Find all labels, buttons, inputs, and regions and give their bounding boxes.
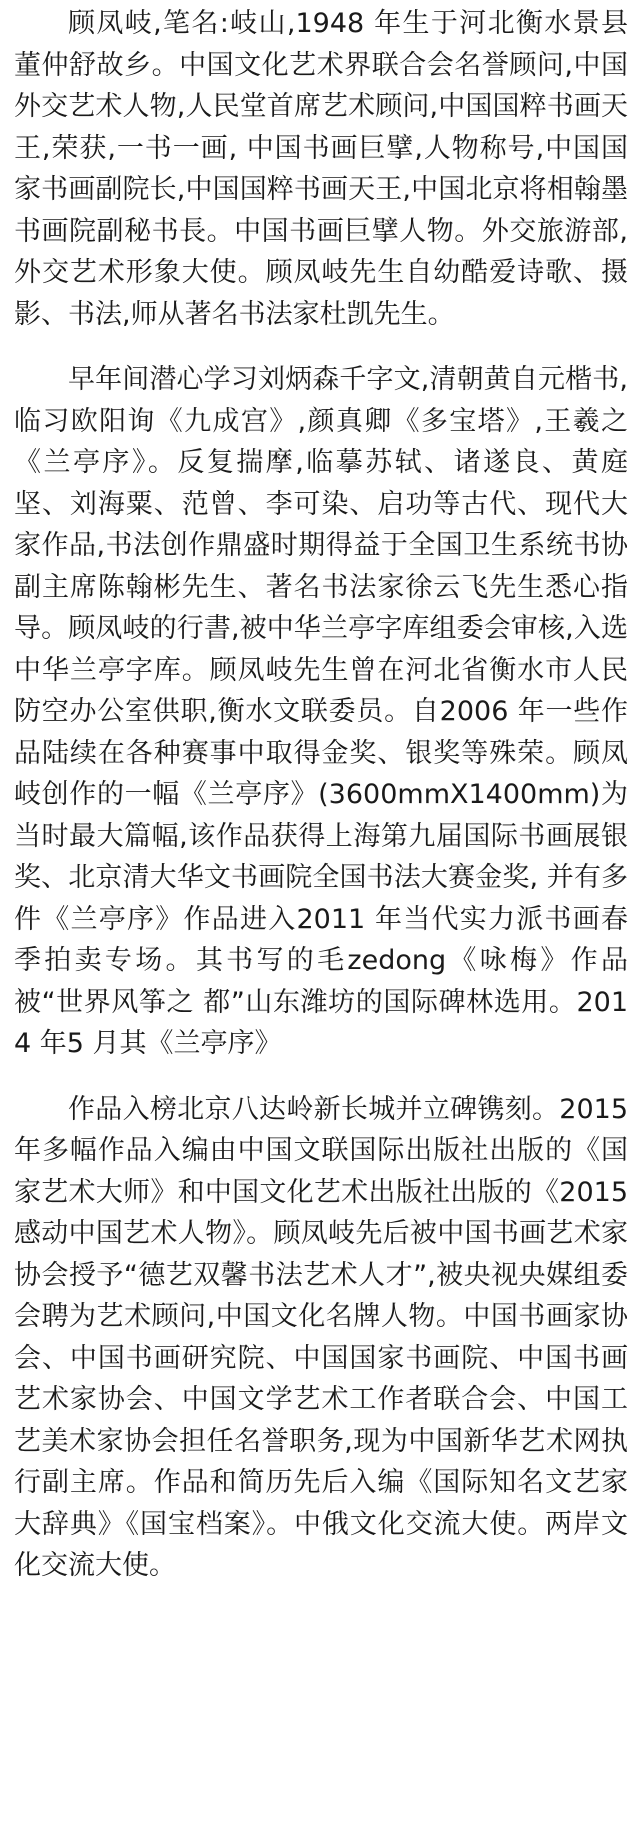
paragraph-calligraphy-study: 早年间潜心学习刘炳森千字文,清朝黄自元楷书,临习欧阳询《九成宫》,颜真卿《多宝塔》,王羲之《兰亭序》。反复揣摩,临摹苏轼、诸遂良、黄庭坚、刘海粟、范曾、李可染、启功等古代、现代大家作品,书法创作鼎盛时期得益于全国卫生系统书协副主席陈翰彬先生、著名书法家徐云飞先生悉心指导。顾凤岐的行書,被中华兰亭字库组委会审核,入选中华兰亭字库。顾凤岐先生曾在河北省衡水市人民防空办公室供职,衡水文联委员。自2006 年一些作品陆续在各种赛事中取得金奖、银奖等殊荣。顾凤岐创作的一幅《兰亭序》(3600mmX1400mm)为当时最大篇幅,该作品获得上海第九届国际书画展银奖、北京清大华文书画院全国书法大赛金奖, 并有多件《兰亭序》作品进入2011 年当代实力派书画春季拍卖专场。其书写的毛zedong《咏梅》作品被“世界风筝之 都”山东潍坊的国际碑林选用。2014 年5 月其《兰亭序》: [14, 364, 628, 1059]
paragraph-biography-intro: 顾凤岐,笔名:岐山,1948 年生于河北衡水景县董仲舒故乡。中国文化艺术界联合会名誉顾问,中国外交艺术人物,人民堂首席艺术顾问,中国国粹书画天王,荣获,一书一画, 中国书画巨擘,人物称号,中国国家书画副院长,中国国粹书画天王,中国北京将相翰墨书画院副秘书長。中国书画巨擘人物。外交旅游部,外交艺术形象大使。顾凤岐先生自幼酷爱诗歌、摄影、书法,师从著名书法家杜凯先生。: [14, 8, 628, 330]
paragraph-honors: 作品入榜北京八达岭新长城并立碑镌刻。2015 年多幅作品入编由中国文联国际出版社出版的《国家艺术大师》和中国文化艺术出版社出版的《2015 感动中国艺术人物》。顾凤岐先后被中国书画艺术家协会授予“德艺双馨书法艺术人才”,被央视央媒组委会聘为艺术顾问,中国文化名牌人物。中国书画家协会、中国书画研究院、中国国家书画院、中国书画艺术家协会、中国文学艺术工作者联合会、中国工艺美术家协会担任名誉职务,现为中国新华艺术网执行副主席。作品和简历先后入编《国际知名文艺家大辞典》《国宝档案》。中俄文化交流大使。两岸文化交流大使。: [14, 1093, 628, 1581]
